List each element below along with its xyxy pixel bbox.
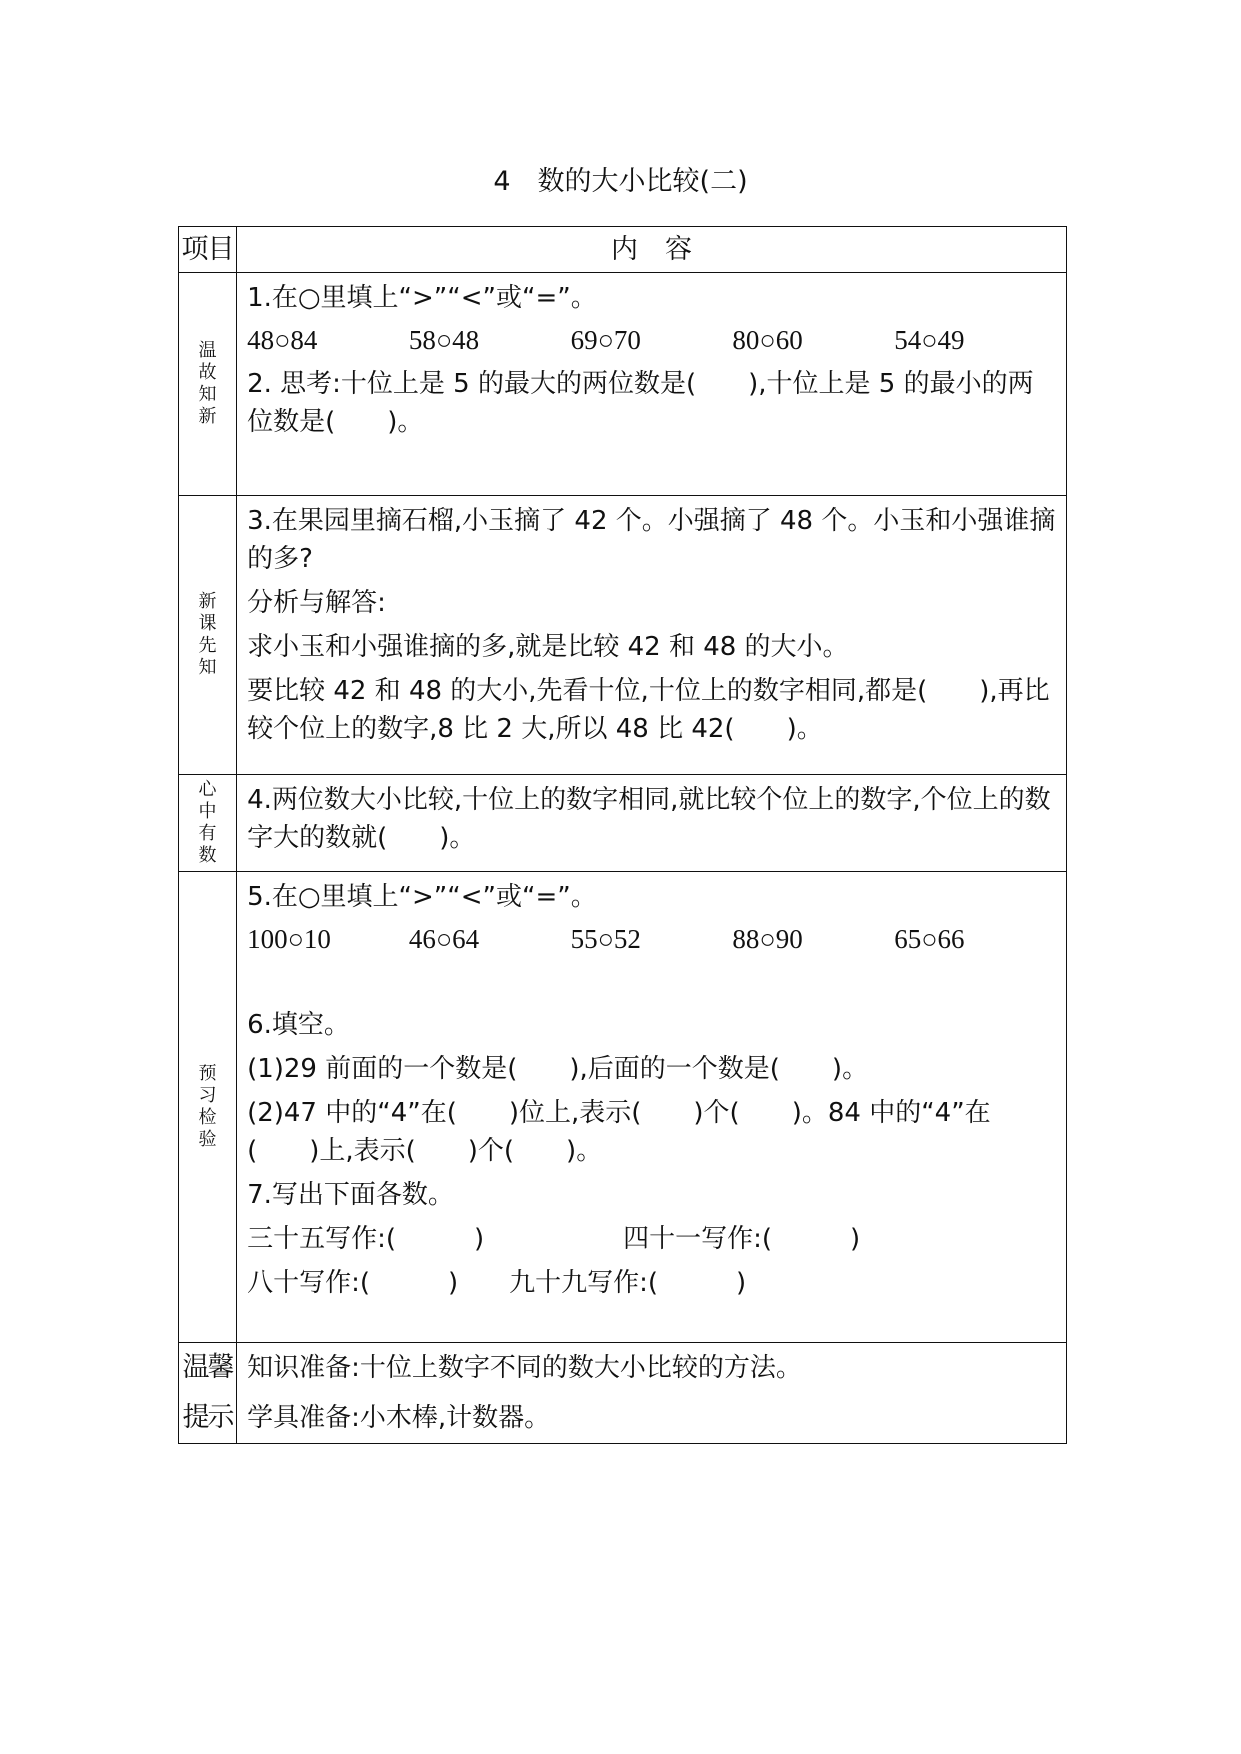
write-row-2 <box>247 1264 1056 1302</box>
section-content-summary <box>237 775 1067 872</box>
tip-knowledge: 知识准备:十位上数字不同的数大小比较的方法。 <box>247 1353 802 1383</box>
header-row <box>179 227 1067 273</box>
comparison-item: 80○60 <box>732 325 803 355</box>
write-item: 三十五写作:( ) <box>247 1224 485 1254</box>
comparison-item: 55○52 <box>570 924 641 954</box>
section-label-summary: 心 中 有 数 <box>179 775 237 872</box>
header-content: 内 容 <box>237 227 1067 273</box>
comparison-item: 88○90 <box>732 924 803 954</box>
comparison-item: 69○70 <box>570 325 641 355</box>
comparison-item: 48○84 <box>247 325 318 355</box>
tip-tools: 学具准备:小木棒,计数器。 <box>247 1403 551 1433</box>
write-item: 八十写作:( ) <box>247 1268 459 1298</box>
section-tips <box>179 1343 1067 1444</box>
section-summary <box>179 775 1067 872</box>
section-preview <box>179 496 1067 775</box>
section-check <box>179 872 1067 1343</box>
section-content-preview <box>237 496 1067 775</box>
section-content-check <box>237 872 1067 1343</box>
analysis-line-1: 求小玉和小强谁摘的多,就是比较 42 和 48 的大小。 <box>247 632 849 662</box>
worksheet-table <box>178 226 1067 1444</box>
comparison-item: 46○64 <box>408 924 480 954</box>
section-label-check: 预 习 检 验 <box>179 872 237 1343</box>
comparison-row-1 <box>247 321 1056 359</box>
question-2: 2. 思考:十位上是 5 的最大的两位数是( ),十位上是 5 的最小的两位数是( )。 <box>247 369 1034 437</box>
question-6-2: (2)47 中的“4”在( )位上,表示( )个( )。84 中的“4”在( )上,表示( )个( )。 <box>247 1098 991 1166</box>
write-row-1 <box>247 1220 1056 1258</box>
header-item: 项目 <box>179 227 237 273</box>
write-item: 九十九写作:( ) <box>509 1268 747 1298</box>
question-6-1: (1)29 前面的一个数是( ),后面的一个数是( )。 <box>247 1054 869 1084</box>
comparison-item: 100○10 <box>247 924 331 954</box>
question-4: 4.两位数大小比较,十位上的数字相同,就比较个位上的数字,个位上的数字大的数就( )。 <box>247 785 1051 853</box>
analysis-title: 分析与解答: <box>247 588 386 618</box>
question-5: 5.在○里填上“>”“<”或“=”。 <box>247 882 597 912</box>
section-label-review: 温 故 知 新 <box>179 273 237 496</box>
section-label-tips: 温馨 提示 <box>179 1343 237 1444</box>
comparison-item: 58○48 <box>408 325 480 355</box>
question-3: 3.在果园里摘石榴,小玉摘了 42 个。小强摘了 48 个。小玉和小强谁摘的多? <box>247 506 1056 574</box>
comparison-item: 65○66 <box>894 924 965 954</box>
write-item: 四十一写作:( ) <box>623 1224 861 1254</box>
page-title: 4 数的大小比较(二) <box>493 166 748 197</box>
section-content-tips <box>237 1343 1067 1444</box>
comparison-row-5 <box>247 920 1056 958</box>
question-1: 1.在○里填上“>”“<”或“=”。 <box>247 283 597 313</box>
comparison-item: 54○49 <box>894 325 965 355</box>
question-7: 7.写出下面各数。 <box>247 1180 454 1210</box>
section-review <box>179 273 1067 496</box>
section-content-review <box>237 273 1067 496</box>
section-label-preview: 新 课 先 知 <box>179 496 237 775</box>
analysis-line-2: 要比较 42 和 48 的大小,先看十位,十位上的数字相同,都是( ),再比较个位上的数字,8 比 2 大,所以 48 比 42( )。 <box>247 676 1050 744</box>
question-6: 6.填空。 <box>247 1010 350 1040</box>
